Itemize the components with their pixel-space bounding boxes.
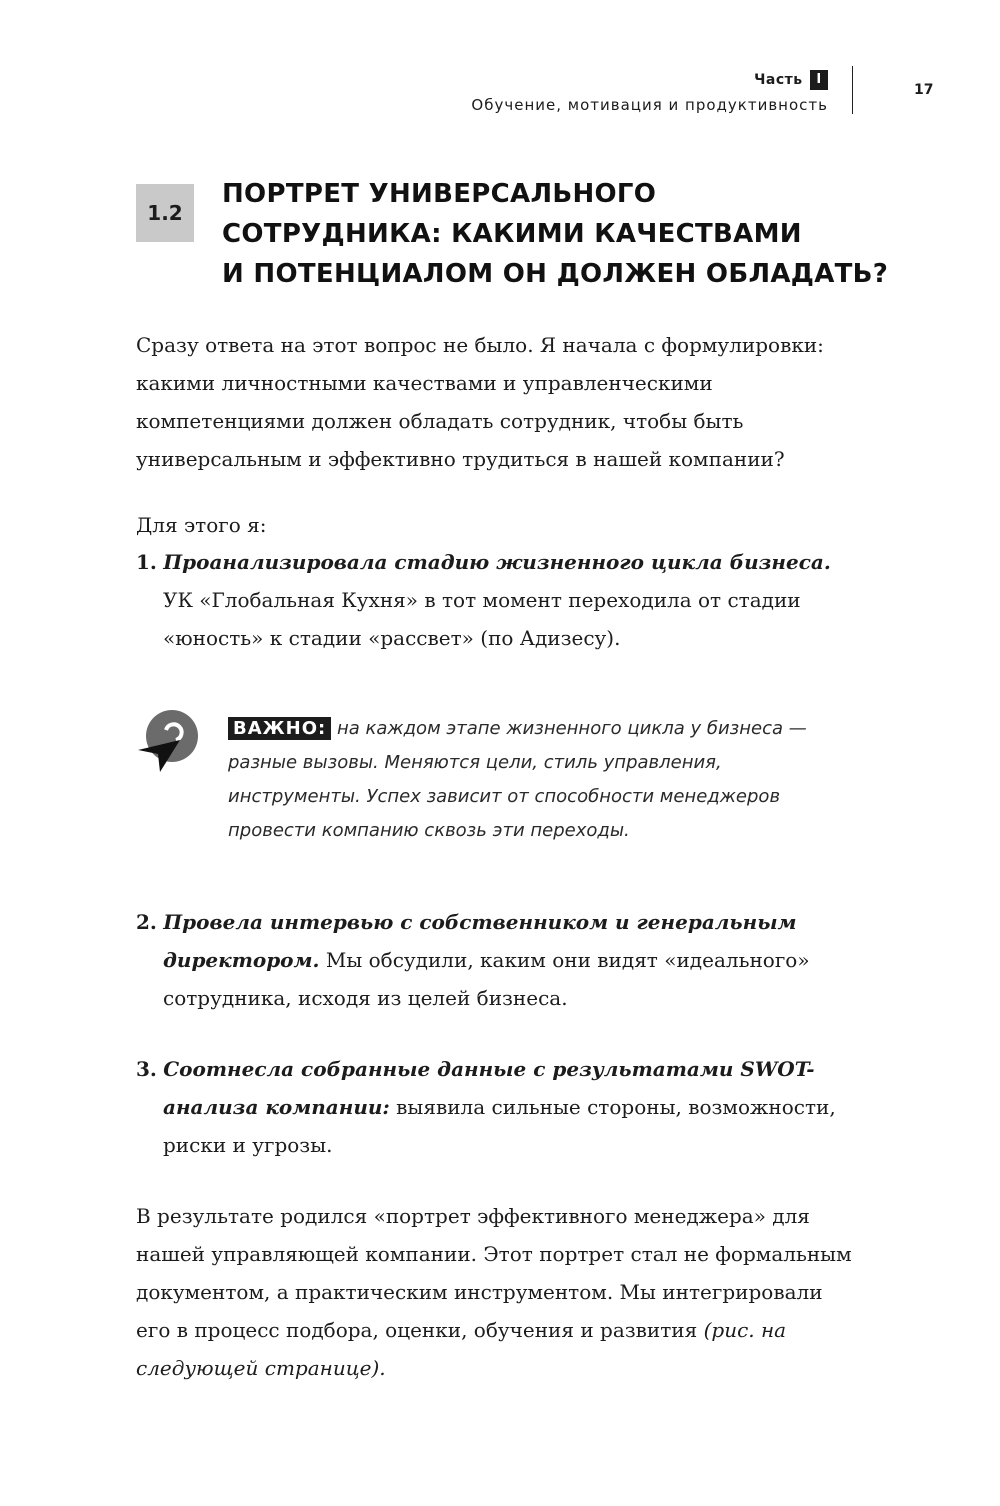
list-item-3	[136, 1050, 858, 1164]
section-title-line-1: ПОРТРЕТ УНИВЕРСАЛЬНОГО	[222, 179, 657, 209]
list-lead: Проанализировала стадию жизненного цикла бизнеса.	[163, 550, 831, 574]
list-number: 3.	[136, 1057, 157, 1081]
running-header	[471, 70, 828, 114]
list-intro: Для этого я:	[136, 513, 267, 537]
important-label: ВАЖНО:	[228, 717, 331, 740]
conclusion-paragraph	[136, 1197, 858, 1387]
section-title-line-3: И ПОТЕНЦИАЛОМ ОН ДОЛЖЕН ОБЛАДАТЬ?	[222, 259, 889, 289]
important-note-text: на каждом этапе жизненного цикла у бизнеса — разные вызовы. Меняются цели, стиль управления, инструменты. Успех зависит от способности менеджеров провести компанию сквозь эти переходы.	[228, 718, 807, 841]
part-number: I	[810, 70, 828, 90]
list-number: 1.	[136, 550, 157, 574]
list-text: Мы обсудили, каким они видят «идеального» сотрудника, исходя из целей бизнеса.	[163, 948, 810, 1010]
list-number: 2.	[136, 910, 157, 934]
list-item-2	[136, 903, 858, 1017]
figure-reference: (рис. на следующей странице).	[136, 1318, 787, 1380]
part-title: Обучение, мотивация и продуктивность	[471, 96, 828, 114]
conclusion-text: В результате родился «портрет эффективного менеджера» для нашей управляющей компании. Этот портрет стал не формальным документом, а практическим инструментом. Мы интегрировали его в процесс подбора, оценки, обучения и развития	[136, 1204, 852, 1342]
section-number-badge: 1.2	[136, 184, 194, 242]
header-divider	[852, 66, 853, 114]
list-text: УК «Глобальная Кухня» в тот момент переходила от стадии «юность» к стадии «рассвет» (по Адизесу).	[163, 588, 801, 650]
part-label: Часть	[754, 72, 803, 88]
section-title	[222, 174, 902, 294]
list-lead: Соотнесла собранные данные с результатами SWOT-анализа компании:	[163, 1057, 815, 1119]
compass-arrow-icon	[136, 706, 200, 774]
list-item-1	[136, 543, 858, 657]
page-number: 17	[914, 82, 934, 98]
intro-paragraph: Сразу ответа на этот вопрос не было. Я начала с формулировки: какими личностными качествами и управленческими компетенциями должен обладать сотрудник, чтобы быть универсальным и эффективно трудиться в нашей компании?	[136, 333, 824, 471]
list-text: выявила сильные стороны, возможности, риски и угрозы.	[163, 1095, 836, 1157]
part-label-line	[471, 70, 828, 90]
list-lead: Провела интервью с собственником и генеральным директором.	[163, 910, 797, 972]
important-note	[228, 712, 848, 848]
section-title-line-2: СОТРУДНИКА: КАКИМИ КАЧЕСТВАМИ	[222, 219, 802, 249]
